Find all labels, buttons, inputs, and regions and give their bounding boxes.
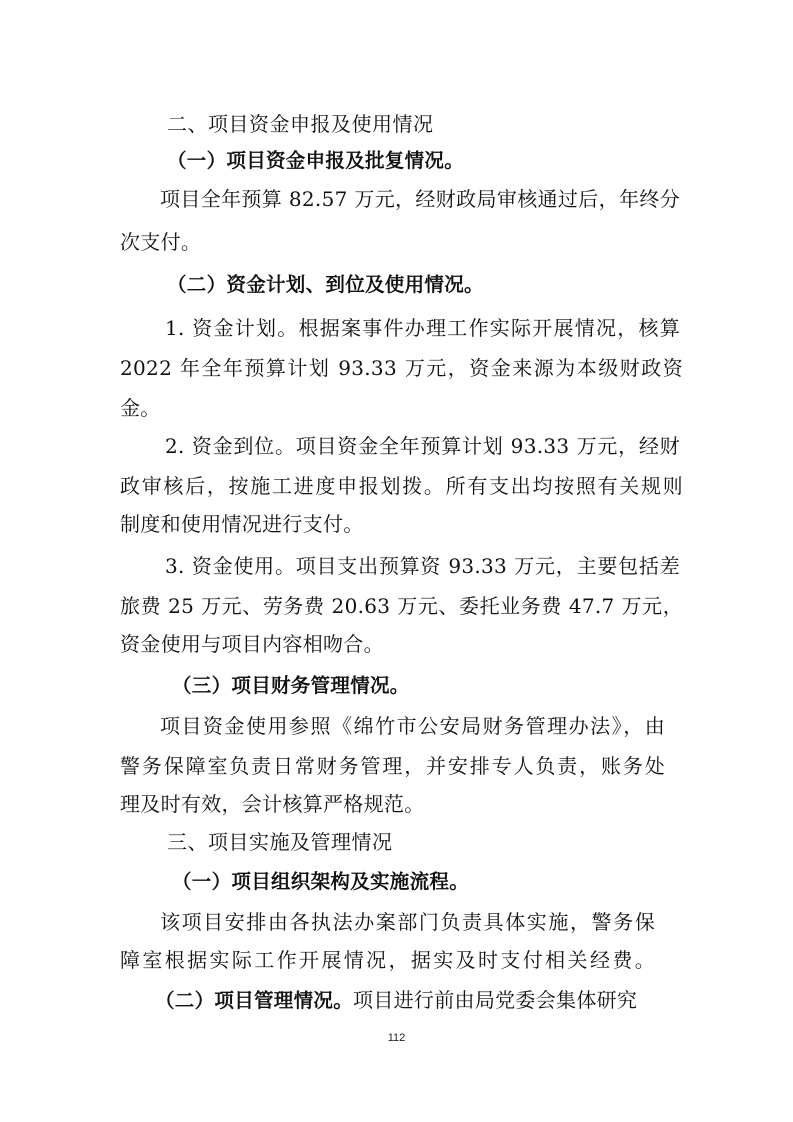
section-3-heading: 三、项目实施及管理情况 (167, 830, 393, 854)
section-3-1-line-1: 该项目安排由各执法办案部门负责具体实施，警务保 (160, 910, 655, 934)
section-2-2-p2-line-2: 政审核后，按施工进度申报划拨。所有支出均按照有关规则 (120, 474, 683, 498)
section-2-2-p2-line-3: 制度和使用情况进行支付。 (120, 512, 364, 536)
section-2-1-line-1: 项目全年预算 82.57 万元，经财政局审核通过后，年终分 (160, 187, 680, 211)
section-2-2-p3-line-2: 旅费 25 万元、劳务费 20.63 万元、委托业务费 47.7 万元， (120, 594, 683, 618)
section-2-3-line-1: 项目资金使用参照《绵竹市公安局财务管理办法》，由 (160, 714, 665, 738)
section-2-2-p3-line-1: 3. 资金使用。项目支出预算资 93.33 万元，主要包括差 (165, 554, 680, 578)
section-2-2-p2-line-1: 2. 资金到位。项目资金全年预算计划 93.33 万元，经财 (165, 434, 680, 458)
section-3-2-line (155, 986, 637, 1015)
section-2-2-p1-line-2: 2022 年全年预算计划 93.33 万元，资金来源为本级财政资 (120, 356, 683, 380)
section-2-2-p1-line-3: 金。 (120, 396, 161, 420)
section-3-2-heading: （二）项目管理情况。 (155, 989, 354, 1012)
section-2-3-line-2: 警务保障室负责日常财务管理，并安排专人负责，账务处 (120, 754, 665, 778)
section-3-1-heading: （一）项目组织架构及实施流程。 (172, 870, 470, 893)
section-2-1-heading: （一）项目资金申报及批复情况。 (167, 149, 465, 172)
section-2-2-p1-line-1: 1. 资金计划。根据案事件办理工作实际开展情况，核算 (165, 316, 680, 340)
page-number: 112 (387, 1032, 406, 1044)
section-3-1-line-2: 障室根据实际工作开展情况，据实及时支付相关经费。 (120, 948, 655, 972)
section-2-1-line-2: 次支付。 (120, 230, 202, 254)
section-2-2-heading: （二）资金计划、到位及使用情况。 (167, 273, 484, 296)
section-3-2-text: 项目进行前由局党委会集体研究 (353, 988, 638, 1012)
section-2-heading: 二、项目资金申报及使用情况 (167, 112, 434, 136)
section-2-3-line-3: 理及时有效，会计核算严格规范。 (120, 792, 425, 816)
section-2-2-p3-line-3: 资金使用与项目内容相吻合。 (120, 632, 384, 656)
section-2-3-heading: （三）项目财务管理情况。 (172, 674, 410, 697)
